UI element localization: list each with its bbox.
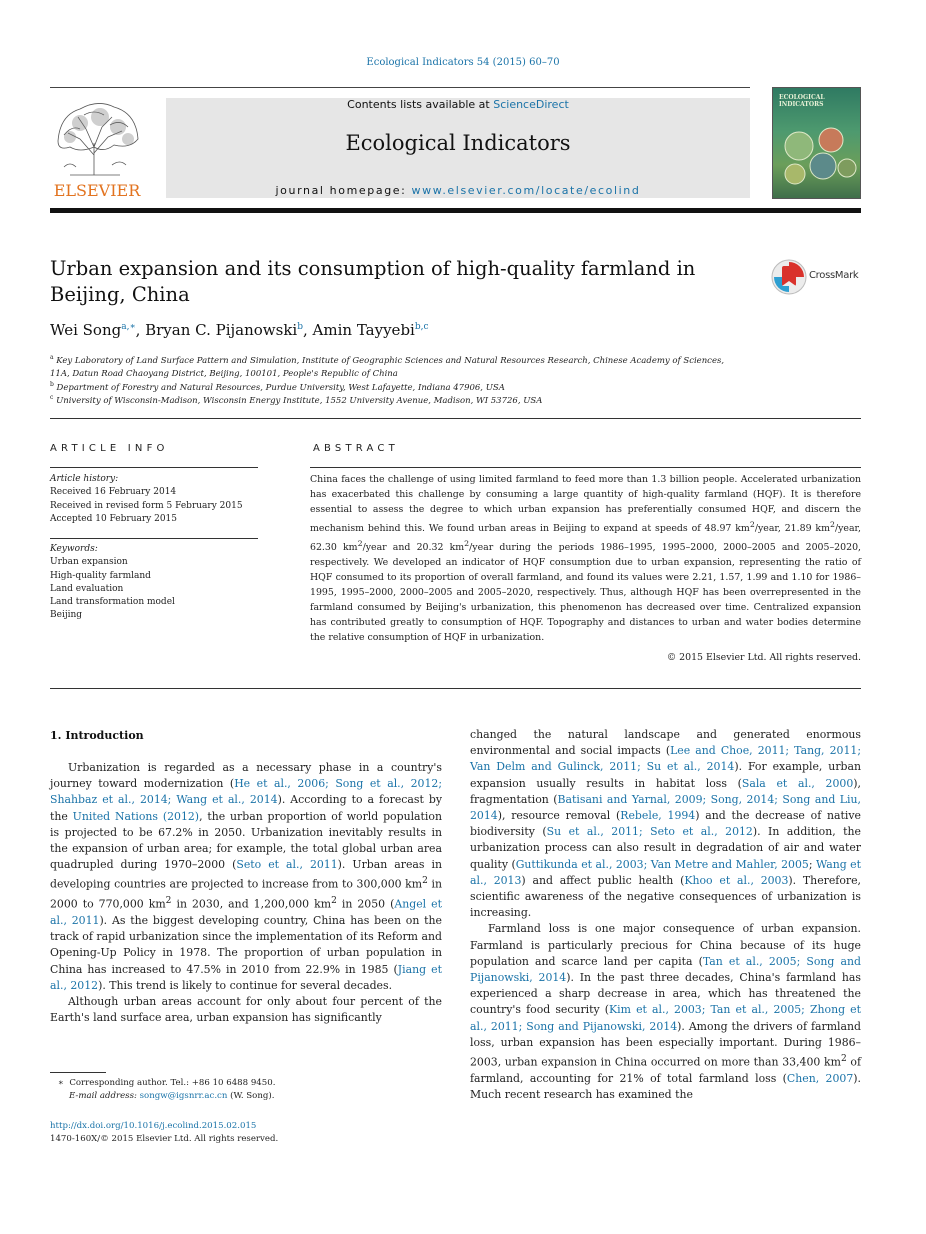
homepage-link[interactable]: www.elsevier.com/locate/ecolind <box>411 184 641 197</box>
affiliation-text-cont: 11A, Datun Road Chaoyang District, Beijing, 100101, People's Republic of China <box>50 368 398 379</box>
article-title: Urban expansion and its consumption of high-quality farmland in Beijing, China <box>50 257 696 306</box>
author-name[interactable]: Amin Tayyebi <box>312 321 415 339</box>
text: ) and the decrease of native biodiversity ( <box>470 809 861 839</box>
contents-prefix: Contents lists available at <box>347 98 494 111</box>
section-heading-introduction: 1. Introduction <box>50 729 144 742</box>
text: of farmland, accounting for 21% of total farmland loss ( <box>470 1055 861 1085</box>
citation-link[interactable]: Rebele, 1994 <box>620 809 696 823</box>
keywords-label: Keywords: <box>50 544 98 554</box>
journal-cover-image[interactable] <box>772 87 861 199</box>
keyword-item: Urban expansion <box>50 557 128 568</box>
citation-link[interactable]: Batisani and Yarnal, 2009; Song, 2014; Song and Liu, 2014 <box>470 792 861 823</box>
paragraph <box>470 921 861 1103</box>
footnote-mark: ∗ <box>58 1078 64 1088</box>
body-column-right <box>470 727 861 1103</box>
author-list: Wei Song$^{a,∗}$, Bryan C. Pijanowski$^b$, Amin Tayyebi$^{b,c}$ <box>50 321 429 339</box>
citation-link[interactable]: Angel et al., 2011 <box>50 897 442 928</box>
superscript: 2 <box>840 1054 847 1065</box>
citation-link[interactable]: Tan et al., 2005; Song and Pijanowski, 2014 <box>470 954 861 985</box>
keyword-item: High-quality farmland <box>50 570 151 581</box>
abstract-heading: ABSTRACT <box>313 443 399 454</box>
superscript: 2 <box>829 520 835 529</box>
journal-reference-link[interactable]: Ecological Indicators 54 (2015) 60–70 <box>366 57 560 68</box>
footnote-text: Corresponding author. Tel.: +86 10 6488 9450. <box>69 1078 276 1088</box>
text: ), resource removal ( <box>497 809 621 823</box>
text: ). This trend is likely to continue for several decades. <box>98 978 393 992</box>
paragraph <box>50 760 442 994</box>
citation-link[interactable]: Lee and Choe, 2011; Tang, 2011; Van Delm and Gulinck, 2011; Su et al., 2014 <box>470 744 861 774</box>
sciencedirect-link[interactable]: ScienceDirect <box>493 98 569 111</box>
superscript: 2 <box>422 876 428 887</box>
text: changed the natural landscape and generated enormous environmental and social impacts ( <box>470 728 861 758</box>
journal-title: Ecological Indicators <box>345 131 571 155</box>
history-accepted: Accepted 10 February 2015 <box>50 513 178 524</box>
affiliation-text: Department of Forestry and Natural Resources, Purdue University, West Lafayette, Indiana 47906, USA <box>56 382 505 393</box>
abstract-text-part: China faces the challenge of using limited farmland to feed more than 1.3 billion people. Accelerated urbanization has exacerbated this challenge by consuming a large quantity of high-quality farmland (HQF). It is therefore essential to assess the degree to which urban expansion has preferentially consumed HQF, and discern the mechanism behind this. We found urban areas in Beijing to expand at speeds of 48.97 km <box>310 474 861 535</box>
affiliation-mark: a <box>50 354 54 361</box>
affiliation-mark: b <box>50 381 54 388</box>
text: ). According to a forecast by the <box>50 793 442 823</box>
paragraph: Although urban areas account for only about four percent of the Earth's land surface area, urban expansion has significantly <box>50 995 442 1025</box>
text: ), fragmentation ( <box>470 776 861 806</box>
text: ). Therefore, scientific awareness of the negative consequences of urbanization is increasing. <box>470 873 861 920</box>
author-name[interactable]: Bryan C. Pijanowski <box>145 321 298 339</box>
superscript: 2 <box>331 896 337 907</box>
text: ) and affect public health ( <box>521 873 685 887</box>
citation-link[interactable]: Guttikunda et al., 2003; Van Metre and Mahler, 2005 <box>515 857 809 871</box>
keyword-item: Land evaluation <box>50 583 124 594</box>
cover-title: ECOLOGICAL INDICATORS <box>779 94 825 108</box>
abstract-rule <box>310 467 861 468</box>
homepage-prefix: journal homepage: <box>275 184 412 197</box>
elsevier-wordmark: ELSEVIER <box>53 181 141 200</box>
superscript: 2 <box>357 539 363 549</box>
text: ). Much recent research has examined the <box>470 1071 861 1102</box>
history-received: Received 16 February 2014 <box>50 487 177 498</box>
email-suffix: (W. Song). <box>227 1091 275 1101</box>
email-label: E-mail address: <box>69 1091 140 1101</box>
article-info-heading: ARTICLE INFO <box>50 443 169 454</box>
author-name[interactable]: Wei Song <box>50 321 122 339</box>
citation-link[interactable]: Jiang et al., 2012 <box>50 962 442 992</box>
text: ). Among the drivers of farmland loss, urban expansion has been especially important. During 1986–2003, urban expansion in China occurred on more than 33,400 km <box>470 1019 861 1069</box>
abstract-copyright: © 2015 Elsevier Ltd. All rights reserved. <box>666 652 861 663</box>
masthead-top-rule <box>50 87 750 88</box>
issn-line: 1470-160X/© 2015 Elsevier Ltd. All rights reserved. <box>50 1134 279 1144</box>
text: ). Urban areas in developing countries are projected to increase from to 300,000 km <box>50 858 442 892</box>
article-history <box>50 473 260 526</box>
masthead-bottom-rule <box>50 208 861 213</box>
text: ). As the biggest developing country, China has been on the track of rapid urbanization since the implementation of its Reform and Opening-Up Policy in 1978. The proportion of urban population in China has increased to 47.5% in 2010 from 22.9% in 1985 ( <box>50 914 443 976</box>
crossmark-icon <box>771 259 807 295</box>
text: ). For example, urban expansion usually results in habitat loss ( <box>470 760 861 790</box>
author-affil-mark[interactable]: b,c <box>414 322 429 332</box>
paragraph <box>470 727 861 921</box>
body-column-left <box>50 760 442 1027</box>
email-link[interactable]: songw@igsnrr.ac.cn <box>139 1091 228 1101</box>
citation-link[interactable]: United Nations (2012) <box>72 809 200 823</box>
citation-link[interactable]: Kim et al., 2003; Tan et al., 2005; Zhong et al., 2011; Song and Pijanowski, 2014 <box>470 1003 861 1033</box>
author-affil-mark[interactable]: b <box>297 322 303 332</box>
keyword-item: Beijing <box>50 610 83 621</box>
crossmark-badge[interactable] <box>771 259 863 295</box>
citation-link[interactable]: Wang et al., 2013 <box>470 857 861 887</box>
affiliation-text: University of Wisconsin-Madison, Wisconsin Energy Institute, 1552 University Avenue, Madison, WI 53726, USA <box>56 395 543 406</box>
email-note <box>69 1090 274 1103</box>
footnote-rule <box>50 1072 106 1073</box>
superscript: 2 <box>464 539 470 549</box>
abstract-text-part: /year, 62.30 km <box>310 523 861 554</box>
citation-link[interactable]: Su et al., 2011; Seto et al., 2012 <box>546 825 753 839</box>
text: Farmland loss is one major consequence of urban expansion. Farmland is particularly precious for China because of its huge population and scarce land per capita ( <box>470 922 861 968</box>
citation-link[interactable]: Sala et al., 2000 <box>741 776 854 790</box>
affiliation-a <box>50 351 750 381</box>
affiliation-c <box>50 391 750 408</box>
superscript: 2 <box>749 520 755 529</box>
crossmark-label: CrossMark <box>809 270 859 281</box>
text: in 2000 to 770,000 km <box>50 878 442 911</box>
affiliation-text: Key Laboratory of Land Surface Pattern and Simulation, Institute of Geographic Sciences and Natural Resources Research, Chinese Academy of Sciences, <box>56 355 725 366</box>
superscript: 2 <box>165 896 172 907</box>
abstract-text-part: /year and 20.32 km <box>362 542 465 554</box>
abstract-body <box>310 472 861 645</box>
keyword-item: Land transformation model <box>50 597 175 608</box>
elsevier-logo <box>50 95 145 200</box>
doi-link[interactable]: http://dx.doi.org/10.1016/j.ecolind.2015.02.015 <box>50 1121 257 1131</box>
text: Urbanization is regarded as a necessary phase in a country's journey toward modernization ( <box>50 761 442 791</box>
history-label: Article history: <box>50 474 119 484</box>
affiliation-mark: c <box>50 394 54 401</box>
abstract-text-part: /year, 21.89 km <box>754 523 830 535</box>
contents-line <box>166 98 750 111</box>
corresponding-author-note <box>58 1077 275 1090</box>
article-info-rule <box>50 467 258 468</box>
citation-link[interactable]: He et al., 2006; Song et al., 2012; Shahbaz et al., 2014; Wang et al., 2014 <box>50 777 443 807</box>
abstract-text-part: /year during the periods 1986–1995, 1995–2000, 2000–2005 and 2005–2020, respectively. We developed an indicator of HQF consumption due to urban expansion, representing the ratio of HQF consumed to its proportion of overall farmland, and found its values were 2.21, 1.57, 1.99 and 1.10 for 1986–1995, 1995–2000, 2000–2005 and 2005–2020, respectively. Thus, although HQF has been overrepresented in the farmland consumed by Beijing's urbanization, this phenomenon has decreased over time. Centralized expansion has contributed greatly to consumption of HQF. Topography and distances to urban and water bodies determine the relative consumption of HQF in urbanization. <box>310 542 862 644</box>
citation-link[interactable]: Khoo et al., 2003 <box>684 873 789 887</box>
author-affil-mark[interactable]: a,∗ <box>121 322 136 332</box>
text: ). In addition, the urbanization process can also result in degradation of air and water quality ( <box>470 825 861 871</box>
text: ; <box>808 857 816 871</box>
history-revised: Received in revised form 5 February 2015 <box>50 500 243 511</box>
header-divider <box>50 418 861 419</box>
citation-link[interactable]: Seto et al., 2011 <box>236 858 338 872</box>
journal-homepage-line <box>166 184 750 197</box>
text: , the urban proportion of world population is projected to be 67.2% in 2050. Urbanization inevitably results in the expansion of urban area; for example, the total global urban area quadrupled during 1970–2000 ( <box>50 809 442 872</box>
abstract-bottom-rule <box>50 688 861 689</box>
text: in 2030, and 1,200,000 km <box>171 897 332 911</box>
keywords-rule <box>50 538 258 539</box>
text: ). In the past three decades, China's farmland has experienced a sharp decrease in area, which has threatened the country's food security ( <box>470 971 861 1017</box>
text: in 2050 ( <box>336 897 395 911</box>
keywords-block <box>50 543 260 623</box>
citation-link[interactable]: Chen, 2007 <box>786 1071 854 1085</box>
